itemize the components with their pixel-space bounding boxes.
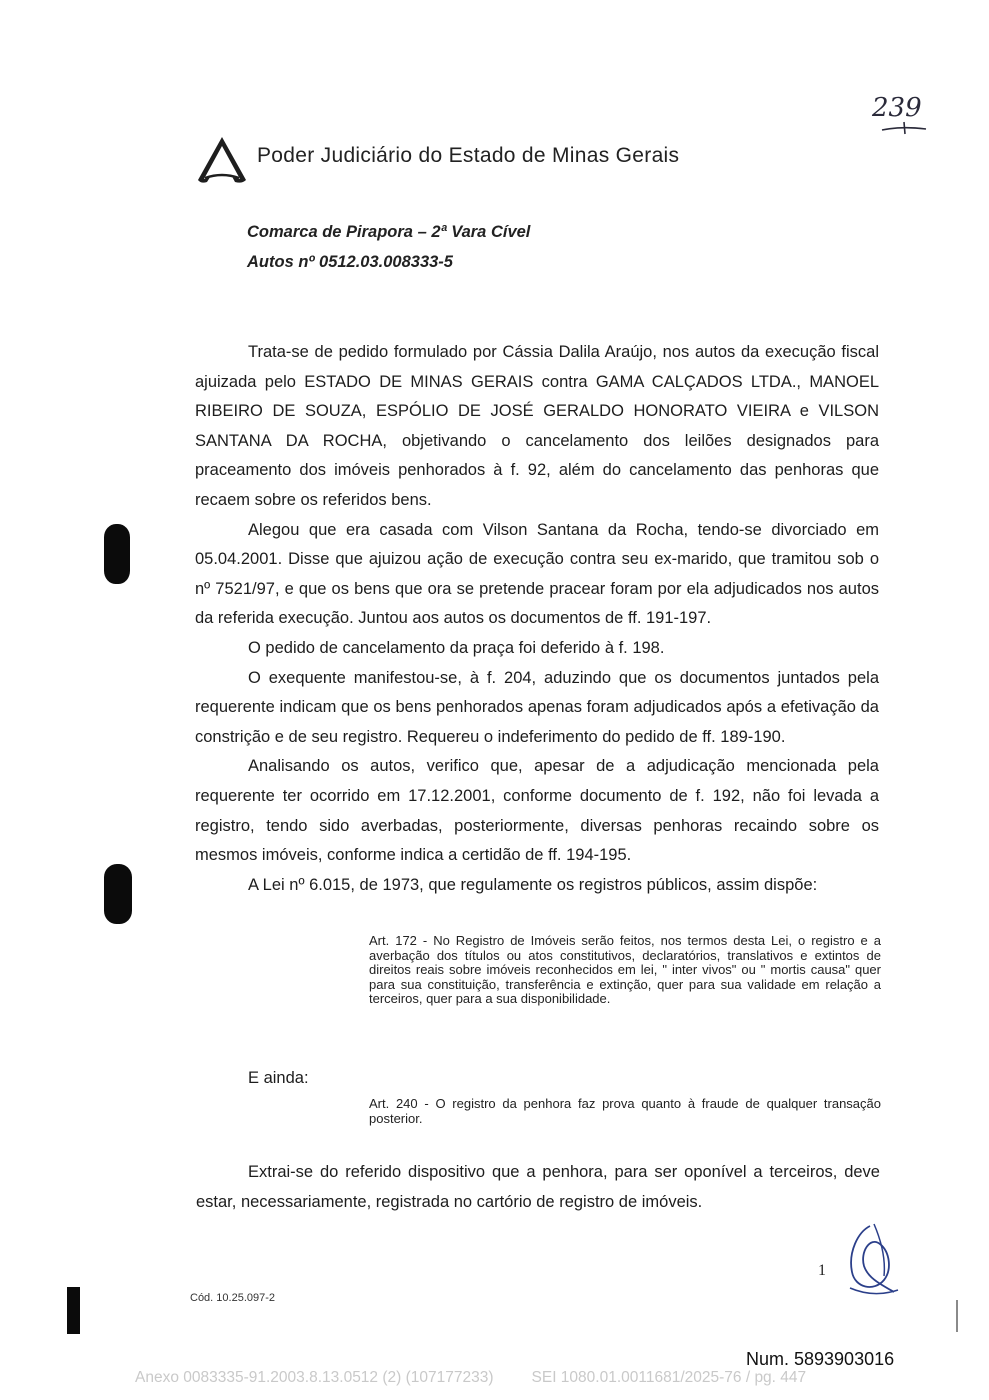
punch-hole-mark — [104, 524, 130, 584]
paragraph: Trata-se de pedido formulado por Cássia Dalila Araújo, nos autos da execução fiscal ajuizada pelo ESTADO DE MINAS GERAIS contra GAMA CALÇADOS LTDA., MANOEL RIBEIRO DE SOUZA, ESPÓLIO DE JOSÉ GERALDO HONORATO VIEIRA e VILSON SANTANA DA ROCHA, objetivando o cancelamento dos leilões designados para praceamento dos imóveis penhorados à f. 92, além do cancelamento das penhoras que recaem sobre os referidos bens. — [195, 343, 879, 509]
connector-text: E ainda: — [248, 1069, 309, 1087]
handwritten-signature-icon — [840, 1222, 902, 1300]
footer-watermark — [135, 1369, 806, 1387]
form-code: Cód. 10.25.097-2 — [190, 1292, 276, 1304]
document-number: Num. 5893903016 — [746, 1349, 895, 1369]
decision-body — [195, 338, 879, 900]
page-number: 1 — [818, 1262, 826, 1279]
watermark-annex: Anexo 0083335-91.2003.8.13.0512 (2) (107177233) — [135, 1369, 494, 1386]
paragraph: Analisando os autos, verifico que, apesar de a adjudicação mencionada pela requerente ter ocorrido em 17.12.2001, conforme documento de f. 192, não foi levada a registro, tendo sido averbadas, posteriormente, diversas penhoras recaindo sobre os mesmos imóveis, conforme indica a certidão de ff. 194-195. — [195, 757, 879, 865]
punch-hole-mark — [104, 864, 132, 924]
law-quote-art-240: Art. 240 - O registro da penhora faz prova quanto à fraude de qualquer transação posterior. — [369, 1096, 881, 1126]
paragraph: Alegou que era casada com Vilson Santana da Rocha, tendo-se divorciado em 05.04.2001. Disse que ajuizou ação de execução contra seu ex-marido, que tramitou sob o nº 7521/97, e que os bens que ora se pretende pracear foram por ela adjudicados nos autos da referida execução. Juntou aos autos os documentos de ff. 191-197. — [195, 520, 879, 628]
watermark-sei: SEI 1080.01.0011681/2025-76 / pg. 447 — [531, 1369, 807, 1386]
triangle-logo-icon — [195, 134, 249, 186]
paragraph: O pedido de cancelamento da praça foi deferido à f. 198. — [248, 638, 665, 657]
case-number: Autos nº 0512.03.008333-5 — [247, 253, 453, 271]
paragraph: Extrai-se do referido dispositivo que a penhora, para ser oponível a terceiros, deve estar, necessariamente, registrada no cartório de registro de imóveis. — [196, 1163, 880, 1211]
scan-edge-mark — [67, 1287, 80, 1334]
scan-edge-line — [956, 1300, 958, 1332]
law-quote-art-172: Art. 172 - No Registro de Imóveis serão feitos, nos termos desta Lei, o registro e a averbação dos títulos ou atos constitutivos, declaratórios, translativos e extintos de direitos reais sobre imóveis reconhecidos em lei, " inter vivos" ou " mortis causa" quer para sua constituição, transferência e extinção, quer para sua validade em relação a terceiros, quer para a sua disponibilidade. — [369, 933, 881, 1007]
paragraph: A Lei nº 6.015, de 1973, que regulamente os registros públicos, assim dispõe: — [248, 875, 818, 894]
court-name: Comarca de Pirapora – 2ª Vara Cível — [247, 223, 531, 241]
folio-stamp — [868, 88, 932, 140]
organization-name: Poder Judiciário do Estado de Minas Gerais — [257, 144, 680, 167]
closing-paragraph-block — [196, 1158, 880, 1217]
paragraph: O exequente manifestou-se, à f. 204, aduzindo que os documentos juntados pela requerente indicam que os bens penhorados apenas foram adjudicados após a efetivação da constrição e de seu registro. Requereu o indeferimento do pedido de ff. 189-190. — [195, 668, 879, 746]
svg-text:239: 239 — [872, 93, 922, 123]
